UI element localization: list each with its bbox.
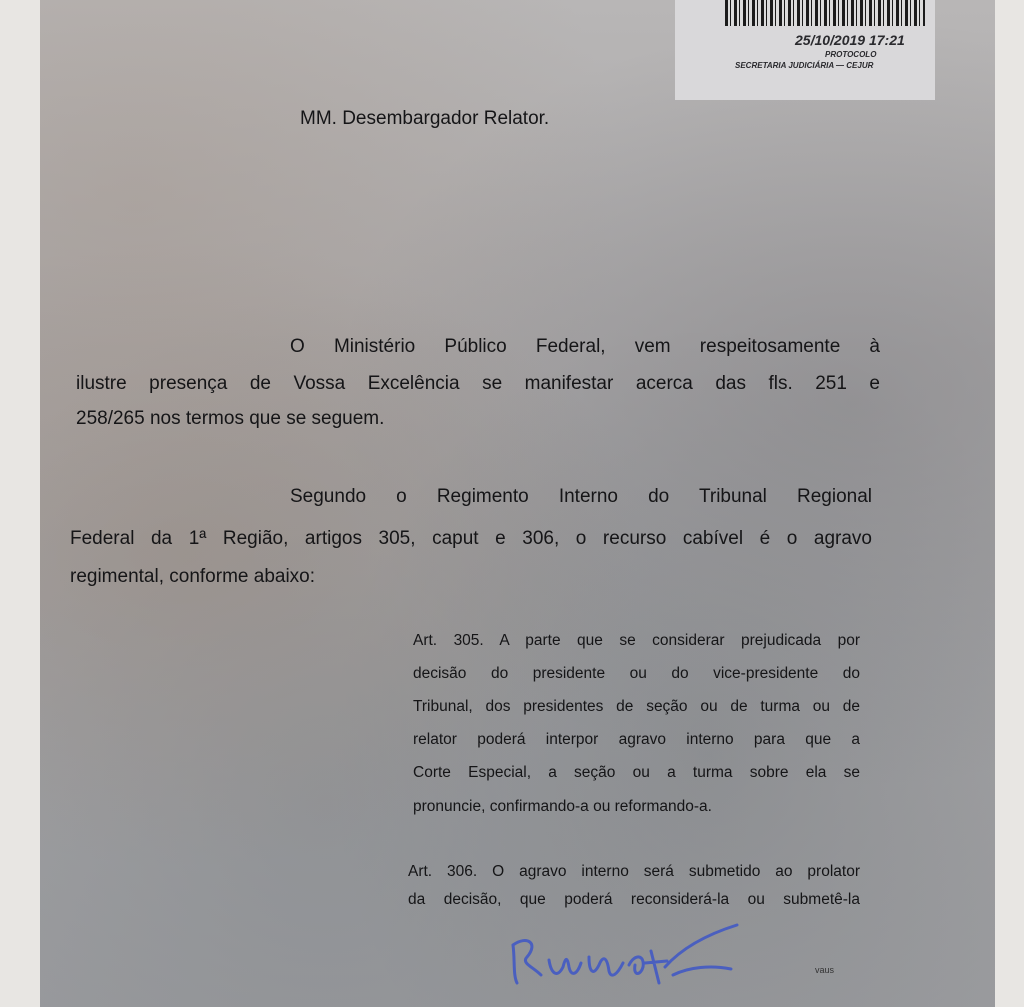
paragraph2-line1: Segundo o Regimento Interno do Tribunal Regional — [290, 486, 872, 507]
stamp-department: SECRETARIA JUDICIÁRIA — CEJUR — [735, 61, 874, 70]
article306-line2: da decisão, que poderá reconsiderá-la ou submetê-la — [408, 891, 860, 908]
paragraph1-line2: ilustre presença de Vossa Excelência se manifestar acerca das fls. 251 e — [76, 373, 880, 394]
handwritten-signature — [505, 905, 745, 990]
paragraph1-line3: 258/265 nos termos que se seguem. — [76, 408, 385, 429]
paragraph2-line2: Federal da 1ª Região, artigos 305, caput e 306, o recurso cabível é o agravo — [70, 528, 872, 549]
document-page — [40, 0, 995, 1007]
paragraph1-line1: O Ministério Público Federal, vem respeitosamente à — [290, 336, 880, 357]
stamp-label: PROTOCOLO — [825, 50, 877, 59]
paragraph2-line3: regimental, conforme abaixo: — [70, 566, 316, 587]
article306-line1: Art. 306. O agravo interno será submetido ao prolator — [408, 863, 860, 880]
article305-line5: Corte Especial, a seção ou a turma sobre ela se — [413, 764, 860, 781]
article305-line4: relator poderá interpor agravo interno para que a — [413, 731, 860, 748]
stamp-date: 25/10/2019 17:21 — [795, 32, 905, 48]
footer-mark: vaus — [815, 965, 835, 975]
barcode-icon — [725, 0, 925, 26]
article305-line3: Tribunal, dos presidentes de seção ou de turma ou de — [413, 698, 860, 715]
protocol-stamp — [675, 0, 935, 100]
article305-line6: pronuncie, confirmando-a ou reformando-a. — [413, 798, 712, 815]
article305-line1: Art. 305. A parte que se considerar prejudicada por — [413, 632, 860, 649]
salutation: MM. Desembargador Relator. — [300, 108, 550, 129]
article305-line2: decisão do presidente ou do vice-presidente do — [413, 665, 860, 682]
